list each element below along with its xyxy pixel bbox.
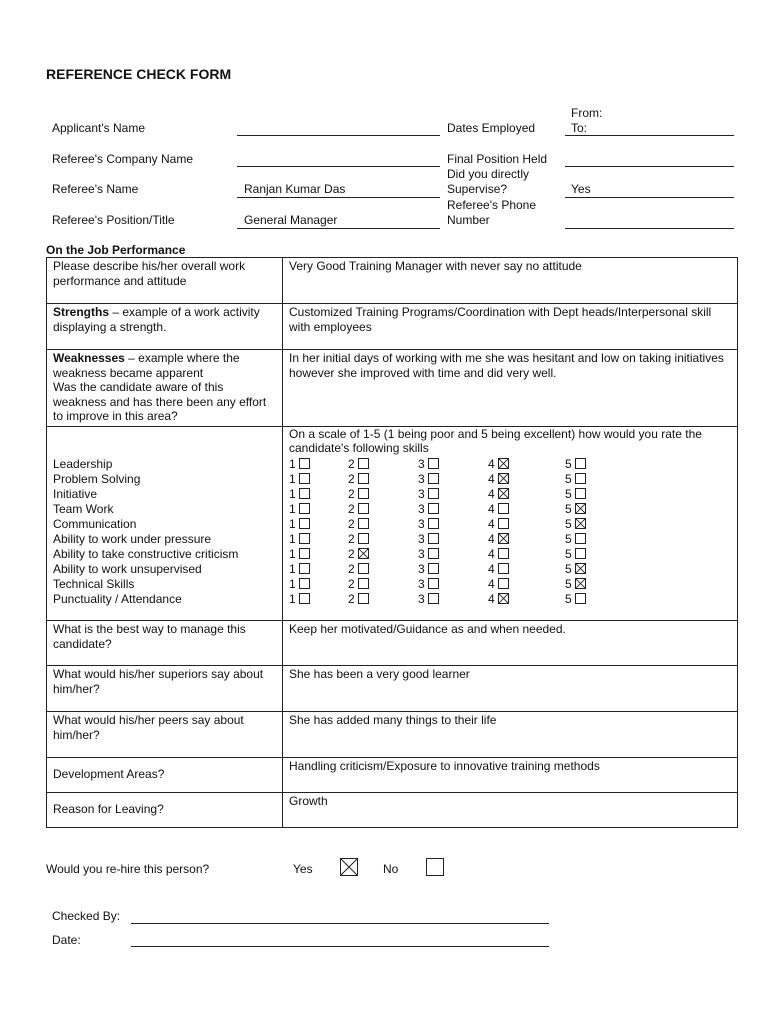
phone-label-line2: Number [447, 213, 490, 227]
supervise-value: Yes [571, 182, 591, 196]
rating-option [488, 577, 509, 592]
dates-employed-field[interactable] [565, 135, 734, 136]
rating-number: 5 [565, 471, 572, 486]
answer-cell[interactable] [283, 350, 738, 427]
rating-number: 5 [565, 531, 572, 546]
rating-option [289, 547, 310, 562]
rating-number: 3 [418, 471, 425, 486]
rating-number: 5 [565, 516, 572, 531]
rating-option [565, 532, 586, 547]
rating-checkbox[interactable] [498, 518, 509, 529]
rating-option [348, 457, 369, 472]
answer-cell[interactable] [283, 757, 738, 792]
rating-checkbox[interactable] [428, 518, 439, 529]
skill-name: Ability to work unsupervised [53, 561, 202, 576]
skill-name: Initiative [53, 486, 98, 501]
final-position-field[interactable] [565, 166, 734, 167]
rating-number: 1 [289, 576, 296, 591]
rating-checkbox[interactable] [575, 473, 586, 484]
table-row [47, 350, 738, 427]
rating-number: 5 [565, 561, 572, 576]
answer-cell[interactable] [283, 665, 738, 711]
rating-number: 4 [488, 576, 495, 591]
rating-option [418, 502, 439, 517]
performance-table [46, 257, 738, 828]
rating-number: 4 [488, 471, 495, 486]
answer-text: She has been a very good learner [289, 666, 470, 681]
rating-checkbox[interactable] [428, 548, 439, 559]
rating-number: 4 [488, 516, 495, 531]
rating-option [289, 502, 310, 517]
rating-option [565, 547, 586, 562]
referee-name-field[interactable] [237, 197, 440, 198]
rating-option [488, 472, 509, 487]
table-row [47, 711, 738, 757]
answer-text: In her initial days of working with me she was hesitant and low on taking initiatives however she improved with time and did very well. [289, 351, 724, 380]
rating-checkbox[interactable] [358, 533, 369, 544]
rating-checkbox[interactable] [428, 473, 439, 484]
applicant-name-field[interactable] [237, 135, 440, 136]
rating-checkbox-checked[interactable] [358, 548, 369, 559]
rating-checkbox[interactable] [299, 488, 310, 499]
rating-number: 3 [418, 576, 425, 591]
rating-checkbox[interactable] [498, 548, 509, 559]
rating-checkbox[interactable] [575, 533, 586, 544]
rating-number: 2 [348, 561, 355, 576]
rating-option [488, 532, 509, 547]
skill-name: Leadership [53, 456, 113, 471]
rating-checkbox[interactable] [358, 473, 369, 484]
rating-number: 2 [348, 531, 355, 546]
rating-checkbox-checked[interactable] [498, 458, 509, 469]
rating-checkbox[interactable] [358, 488, 369, 499]
skill-name: Ability to work under pressure [53, 531, 212, 546]
table-row [47, 258, 738, 304]
table-row [47, 792, 738, 827]
rating-number: 2 [348, 486, 355, 501]
rating-number: 2 [348, 501, 355, 516]
rating-option [348, 472, 369, 487]
rating-option [348, 487, 369, 502]
rating-number: 1 [289, 516, 296, 531]
rehire-question: Would you re-hire this person? [46, 862, 210, 876]
rehire-no-checkbox[interactable] [426, 858, 444, 876]
rating-option [289, 457, 310, 472]
rating-number: 4 [488, 486, 495, 501]
rating-checkbox[interactable] [498, 563, 509, 574]
rating-option [289, 472, 310, 487]
rating-checkbox[interactable] [428, 488, 439, 499]
rating-checkbox[interactable] [358, 458, 369, 469]
question-text: What would his/her superiors say about him/her? [53, 666, 264, 696]
question-text: What is the best way to manage this candidate? [53, 621, 246, 651]
rating-option [565, 457, 586, 472]
rating-checkbox[interactable] [299, 473, 310, 484]
rating-number: 1 [289, 456, 296, 471]
to-label: To: [571, 121, 588, 135]
rating-checkbox[interactable] [358, 578, 369, 589]
dates-employed-label: Dates Employed [447, 121, 536, 135]
rating-option [289, 487, 310, 502]
rating-option [565, 472, 586, 487]
rating-option [418, 577, 439, 592]
rating-option [348, 592, 369, 607]
question-bold: Strengths [53, 305, 110, 319]
rating-checkbox-checked[interactable] [575, 563, 586, 574]
table-row [47, 665, 738, 711]
form-title: REFERENCE CHECK FORM [46, 66, 232, 82]
rating-number: 2 [348, 546, 355, 561]
rating-checkbox[interactable] [575, 593, 586, 604]
checked-by-field[interactable] [131, 923, 549, 924]
question-bold: Weaknesses [53, 351, 125, 365]
rating-checkbox[interactable] [299, 548, 310, 559]
rating-number: 2 [348, 576, 355, 591]
supervise-label-line2: Supervise? [447, 182, 508, 196]
rating-option [348, 547, 369, 562]
rating-checkbox[interactable] [428, 593, 439, 604]
rating-checkbox[interactable] [299, 533, 310, 544]
rating-question: On a scale of 1-5 (1 being poor and 5 being excellent) how would you rate the candidate's following skills [289, 426, 702, 455]
rating-option [289, 562, 310, 577]
rating-option [565, 502, 586, 517]
rating-number: 3 [418, 561, 425, 576]
question-text: – example of a work activity displaying a strength. [53, 305, 260, 334]
rating-option [565, 577, 586, 592]
checked-by-label: Checked By: [52, 909, 121, 923]
rating-checkbox[interactable] [428, 578, 439, 589]
rating-option [418, 457, 439, 472]
rehire-yes-label: Yes [293, 862, 313, 876]
rating-number: 3 [418, 516, 425, 531]
answer-cell[interactable] [283, 620, 738, 665]
rating-checkbox[interactable] [299, 503, 310, 514]
rating-checkbox-checked[interactable] [498, 488, 509, 499]
rating-number: 3 [418, 456, 425, 471]
rating-option [488, 592, 509, 607]
skill-name: Punctuality / Attendance [53, 591, 182, 606]
referee-name-value: Ranjan Kumar Das [244, 182, 346, 196]
date-field[interactable] [131, 946, 549, 947]
rating-checkbox[interactable] [428, 458, 439, 469]
ratings-cell [283, 426, 738, 620]
answer-text: Customized Training Programs/Coordination with Dept heads/Interpersonal skill with employees [289, 305, 712, 334]
skill-name: Problem Solving [53, 471, 141, 486]
rating-option [488, 487, 509, 502]
rating-number: 3 [418, 501, 425, 516]
table-row [47, 304, 738, 350]
rating-number: 2 [348, 591, 355, 606]
answer-text: Very Good Training Manager with never say no attitude [289, 259, 582, 273]
rating-number: 2 [348, 456, 355, 471]
rating-option [348, 562, 369, 577]
skill-name: Ability to take constructive criticism [53, 546, 239, 561]
skill-name: Communication [53, 516, 137, 531]
final-position-label: Final Position Held [447, 152, 548, 166]
rating-checkbox-checked[interactable] [575, 503, 586, 514]
rating-option [565, 487, 586, 502]
rating-option [348, 532, 369, 547]
rating-checkbox[interactable] [299, 578, 310, 589]
rehire-yes-checkbox[interactable] [340, 858, 358, 876]
rating-option [418, 562, 439, 577]
question-cell [47, 304, 283, 350]
rating-checkbox[interactable] [358, 503, 369, 514]
rating-number: 1 [289, 501, 296, 516]
skill-name: Team Work [53, 501, 114, 516]
rating-option [418, 472, 439, 487]
rating-checkbox[interactable] [575, 548, 586, 559]
rating-number: 2 [348, 471, 355, 486]
rating-option [418, 592, 439, 607]
rating-option [348, 517, 369, 532]
skills-cell [47, 426, 283, 620]
answer-text: Keep her motivated/Guidance as and when needed. [289, 621, 566, 636]
rating-number: 5 [565, 546, 572, 561]
answer-text: Growth [289, 793, 328, 808]
question-cell [47, 792, 283, 827]
rating-number: 4 [488, 591, 495, 606]
rating-option [565, 592, 586, 607]
company-name-field[interactable] [237, 166, 440, 167]
rating-option [488, 547, 509, 562]
rating-number: 4 [488, 531, 495, 546]
rating-option [488, 517, 509, 532]
company-name-label: Referee's Company Name [52, 152, 194, 166]
rating-number: 1 [289, 531, 296, 546]
rating-number: 4 [488, 456, 495, 471]
rating-option [565, 562, 586, 577]
referee-position-label: Referee's Position/Title [52, 213, 175, 227]
rating-checkbox[interactable] [575, 488, 586, 499]
rating-number: 1 [289, 561, 296, 576]
rating-checkbox[interactable] [358, 518, 369, 529]
rating-checkbox[interactable] [299, 458, 310, 469]
rating-number: 1 [289, 546, 296, 561]
rating-checkbox[interactable] [299, 563, 310, 574]
applicant-name-label: Applicant's Name [52, 121, 145, 135]
rating-checkbox[interactable] [428, 533, 439, 544]
rating-number: 3 [418, 591, 425, 606]
rating-option [289, 532, 310, 547]
answer-cell[interactable] [283, 258, 738, 304]
table-row [47, 757, 738, 792]
question-text-2: Was the candidate aware of this weakness and has there been any effort to improve in this area? [53, 380, 267, 424]
rating-option [488, 502, 509, 517]
rating-number: 1 [289, 591, 296, 606]
referee-position-field[interactable] [237, 228, 440, 229]
skills-rating-row [47, 426, 738, 620]
rating-checkbox[interactable] [358, 593, 369, 604]
rating-option [348, 577, 369, 592]
rating-number: 3 [418, 531, 425, 546]
question-text: What would his/her peers say about him/her? [53, 712, 244, 742]
answer-cell[interactable] [283, 792, 738, 827]
question-cell [47, 757, 283, 792]
rating-checkbox-checked[interactable] [575, 578, 586, 589]
rating-number: 5 [565, 456, 572, 471]
rating-number: 1 [289, 471, 296, 486]
answer-cell[interactable] [283, 711, 738, 757]
rating-checkbox-checked[interactable] [498, 473, 509, 484]
rating-checkbox[interactable] [498, 578, 509, 589]
rating-checkbox[interactable] [358, 563, 369, 574]
rating-checkbox[interactable] [299, 518, 310, 529]
question-cell [47, 350, 283, 427]
rating-number: 1 [289, 486, 296, 501]
rating-number: 3 [418, 546, 425, 561]
answer-text: Handling criticism/Exposure to innovative training methods [289, 758, 600, 773]
rating-checkbox[interactable] [575, 458, 586, 469]
rating-number: 4 [488, 501, 495, 516]
rating-number: 5 [565, 576, 572, 591]
date-label: Date: [52, 933, 81, 947]
supervise-label-line1: Did you directly [447, 167, 530, 181]
rating-number: 5 [565, 501, 572, 516]
phone-field[interactable] [565, 228, 734, 229]
rating-number: 4 [488, 561, 495, 576]
question-cell [47, 258, 283, 304]
question-text: Reason for Leaving? [53, 802, 164, 817]
skills-list [53, 457, 238, 607]
question-text: – example where the weakness became apparent [53, 351, 240, 380]
rating-checkbox-checked[interactable] [575, 518, 586, 529]
rating-number: 5 [565, 591, 572, 606]
rating-checkbox[interactable] [498, 503, 509, 514]
from-label: From: [571, 106, 603, 120]
answer-text: She has added many things to their life [289, 712, 497, 727]
phone-label-line1: Referee's Phone [447, 198, 537, 212]
rating-number: 4 [488, 546, 495, 561]
rating-option [289, 577, 310, 592]
referee-name-label: Referee's Name [52, 182, 139, 196]
rating-option [348, 502, 369, 517]
rating-checkbox-checked[interactable] [498, 593, 509, 604]
referee-position-value: General Manager [244, 213, 338, 227]
rating-option [418, 547, 439, 562]
question-cell [47, 711, 283, 757]
rating-option [488, 457, 509, 472]
rating-checkbox[interactable] [428, 503, 439, 514]
section-title: On the Job Performance [46, 243, 186, 257]
rating-number: 2 [348, 516, 355, 531]
rating-option [418, 532, 439, 547]
question-text: Please describe his/her overall work performance and attitude [53, 259, 246, 288]
question-text: Development Areas? [53, 767, 165, 782]
rating-option [289, 517, 310, 532]
question-cell [47, 620, 283, 665]
skill-name: Technical Skills [53, 576, 135, 591]
answer-cell[interactable] [283, 304, 738, 350]
table-row [47, 620, 738, 665]
rating-option [418, 517, 439, 532]
rating-checkbox-checked[interactable] [498, 533, 509, 544]
question-cell [47, 665, 283, 711]
supervise-field[interactable] [565, 197, 734, 198]
rating-option [418, 487, 439, 502]
rating-option [565, 517, 586, 532]
rating-option [289, 592, 310, 607]
rating-checkbox[interactable] [299, 593, 310, 604]
rating-checkbox[interactable] [428, 563, 439, 574]
rating-number: 5 [565, 486, 572, 501]
rehire-no-label: No [383, 862, 399, 876]
rating-number: 3 [418, 486, 425, 501]
rating-option [488, 562, 509, 577]
